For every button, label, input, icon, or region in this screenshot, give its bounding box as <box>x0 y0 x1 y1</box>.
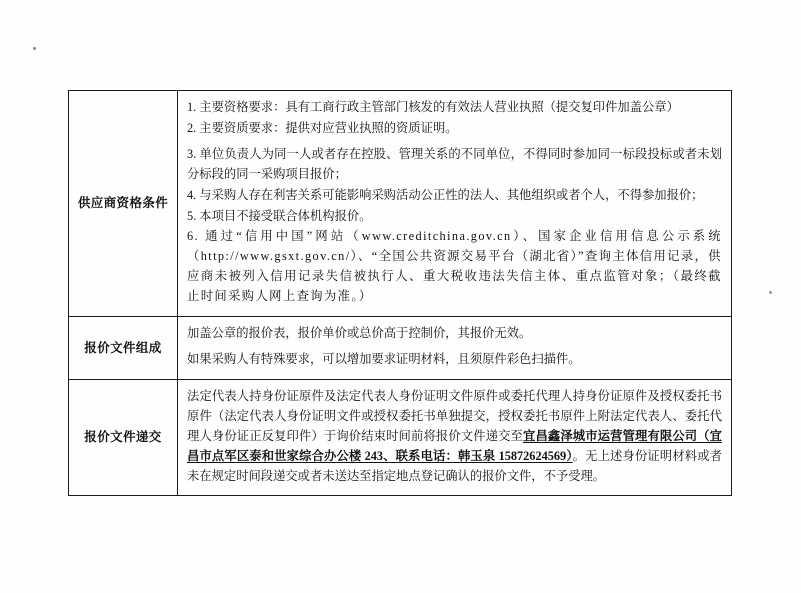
table-row <box>69 317 732 380</box>
paragraph-block <box>187 387 722 487</box>
requirements-table <box>68 90 732 496</box>
paragraph: 如果采购人有特殊要求，可以增加要求证明材料，且须原件彩色扫描件。 <box>187 351 581 366</box>
paragraph: 4. 与采购人存在利害关系可能影响采购活动公正性的法人、其他组织或者个人，不得参加报价； <box>187 187 704 202</box>
scan-artifact-dot-right <box>769 291 772 294</box>
paragraph: 3. 单位负责人为同一人或者存在控股、管理关系的不同单位，不得同时参加同一标段投标或者未划分标段的同一采购项目报价； <box>187 146 722 181</box>
table-row <box>69 379 732 496</box>
paragraph: 6. 通过“信用中国”网站（www.creditchina.gov.cn）、国家企业信用信息公示系统（http://www.gsxt.gov.cn/）、“全国公共资源交易平台（湖北省）”查询主体信用记录，供应商未被列入信用记录失信被执行人、重大税收违法失信主体、重点监管对象；（最终截止时间采购人网上查询为准。） <box>187 229 722 304</box>
contact-info-highlight: 宜昌鑫泽城市运营管理有限公司（宜昌市点军区泰和世家综合办公楼 243、联系电话：韩玉泉 15872624569） <box>187 428 722 463</box>
paragraph: 加盖公章的报价表，报价单价或总价高于控制价，其报价无效。 <box>187 326 532 341</box>
table-row <box>69 91 732 317</box>
row-label-quotation-submission: 报价文件递交 <box>69 379 178 496</box>
paragraph: 1. 主要资格要求：具有工商行政主管部门核发的有效法人营业执照（提交复印件加盖公章） <box>187 100 679 114</box>
paragraph-part-3: 。无上述身份证明材料或者未在规定时间段递交或者未送达至指定地点登记确认的报价文件，不予受理。 <box>187 448 722 483</box>
row-label-quotation-composition: 报价文件组成 <box>69 317 178 380</box>
row-content-quotation-composition <box>178 317 732 380</box>
row-content-supplier-qualification <box>178 91 732 317</box>
paragraph: 2. 主要资质要求：提供对应营业执照的资质证明。 <box>187 120 458 135</box>
row-content-quotation-submission <box>178 379 732 496</box>
row-label-supplier-qualification: 供应商资格条件 <box>69 91 178 317</box>
scan-artifact-dot <box>33 47 36 50</box>
paragraph: 5. 本项目不接受联合体机构报价。 <box>187 208 372 223</box>
paragraph-part-1: 法定代表人持身份证原件及法定代表人身份证明文件原件或委托代理人持身份证原件及授权委托书原件（法定代表人身份证明文件或授权委托书单独提交，授权委托书原件上附法定代表人、委托代理人身份证正反复印件）于询价结束时间前将报价文件递交至 <box>187 388 722 443</box>
